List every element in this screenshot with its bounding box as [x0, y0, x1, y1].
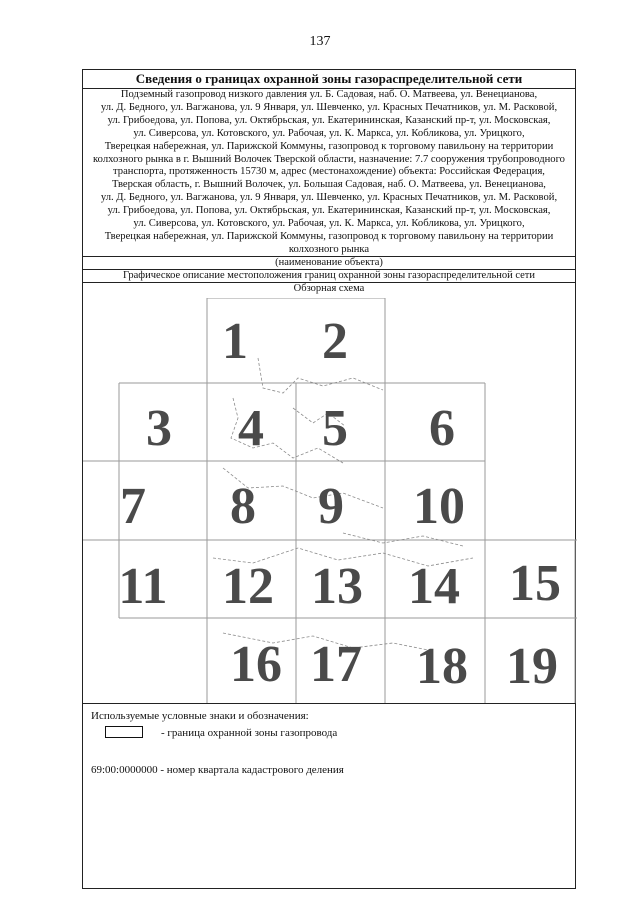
description-line: Подземный газопровод низкого давления ул. Б. Садовая, наб. О. Матвеева, ул. Венецианова, — [120, 89, 538, 100]
description-line: ул. Д. Бедного, ул. Вагжанова, ул. 9 Января, ул. Шевченко, ул. Красных Печатников, ул. М. Расковой, — [100, 101, 558, 113]
description-line: ул. Сиверсова, ул. Котовского, ул. Рабочая, ул. К. Маркса, ул. Кобликова, ул. Урицкого, — [133, 127, 525, 139]
legend-boundary-text: - граница охранной зоны газопровода — [161, 727, 338, 739]
legend-separator — [83, 703, 575, 704]
sheet-label: 18 — [416, 638, 468, 695]
scheme-caption: Обзорная схема — [293, 283, 365, 294]
graphic-description-title: Графическое описание местоположения границ охранной зоны газораспределительной сети — [83, 269, 575, 283]
overview-scheme — [83, 298, 575, 703]
description-line: транспорта, протяженность 15730 м, адрес (местонахождение) объекта: Российская Федерация, — [113, 166, 545, 178]
sheet-label: 3 — [146, 400, 172, 457]
sheet-label: 12 — [222, 558, 274, 615]
sheet-label: 4 — [238, 400, 264, 457]
sheet-label: 10 — [413, 478, 465, 535]
document-title: Сведения о границах охранной зоны газораспределительной сети — [83, 70, 575, 89]
boundary-swatch-icon — [105, 726, 143, 738]
sheet-label: 2 — [322, 313, 348, 370]
description-line: ул. Грибоедова, ул. Попова, ул. Октябрьская, ул. Екатерининская, Казанский пр-т, ул. Московская, — [107, 205, 551, 217]
legend-title: Используемые условные знаки и обозначения: — [91, 710, 309, 722]
sheet-label: 17 — [310, 636, 362, 693]
page-number: 137 — [309, 34, 331, 49]
object-description — [87, 89, 571, 257]
sheet-label: 7 — [120, 478, 146, 535]
document-frame — [82, 69, 576, 889]
description-line: ул. Сиверсова, ул. Котовского, ул. Рабочая, ул. К. Маркса, ул. Кобликова, ул. Урицкого, — [133, 218, 525, 230]
sheet-label: 16 — [230, 636, 282, 693]
description-line: колхозного рынка в г. Вышний Волочек Тверской области, назначение: 7.7 сооружения трубопроводного — [93, 153, 565, 165]
sheet-labels — [118, 313, 561, 695]
sheet-label: 8 — [230, 478, 256, 535]
description-line: ул. Д. Бедного, ул. Вагжанова, ул. 9 Января, ул. Шевченко, ул. Красных Печатников, ул. М. Расковой, — [100, 192, 558, 204]
description-line: Тверецкая набережная, ул. Парижской Коммуны, газопровод к торговому павильону на территории — [104, 140, 554, 152]
pipeline-sketch — [258, 358, 383, 393]
sheet-label: 19 — [506, 638, 558, 695]
sheet-label: 15 — [509, 555, 561, 612]
sheet-label: 11 — [118, 558, 168, 615]
object-name-caption: (наименование объекта) — [83, 256, 575, 270]
description-line: Тверецкая набережная, ул. Парижской Коммуны, газопровод к торговому павильону на территории — [104, 230, 554, 242]
sheet-label: 5 — [322, 400, 348, 457]
sheet-label: 9 — [318, 478, 344, 535]
description-line: ул. Грибоедова, ул. Попова, ул. Октябрьская, ул. Екатерининская, Казанский пр-т, ул. Московская, — [107, 114, 551, 126]
description-line: колхозного рынка — [288, 243, 370, 255]
sheet-label: 13 — [311, 558, 363, 615]
sheet-label: 14 — [408, 558, 460, 615]
sheet-label: 6 — [429, 400, 455, 457]
description-line: Тверская область, г. Вышний Волочек, ул. Большая Садовая, наб. О. Матвеева, ул. Венецианова, — [112, 179, 546, 191]
legend-cadastral-item: 69:00:0000000 - номер квартала кадастрового деления — [91, 764, 344, 776]
sheet-label: 1 — [222, 313, 248, 370]
scheme-sheet-grid — [83, 298, 577, 703]
